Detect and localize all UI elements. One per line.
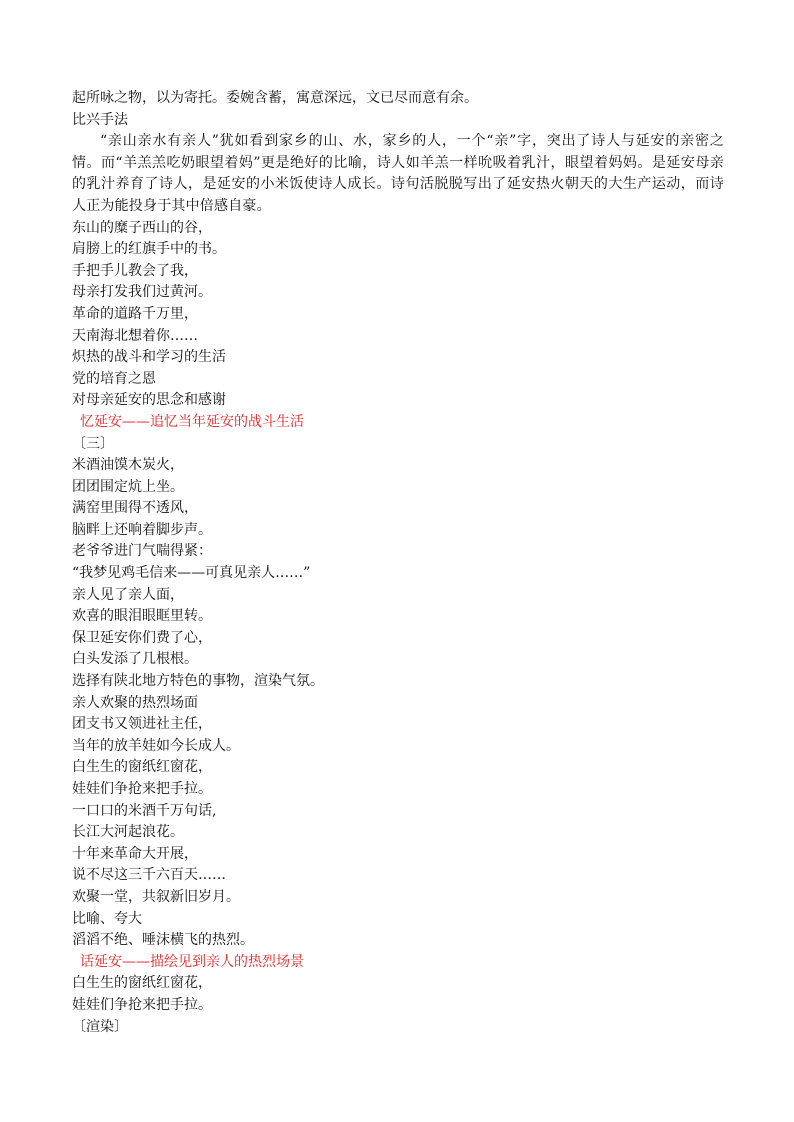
poem-line: 娃娃们争抢来把手拉。 — [72, 781, 212, 797]
poem-line: 革命的道路千万里， — [72, 305, 198, 322]
poem-line: 满窑里围得不透风， — [72, 500, 198, 517]
poem-line: 团支书又领进社主任， — [72, 716, 212, 733]
poem-line: 手把手儿教会了我， — [72, 262, 198, 279]
poem-line: 白头发添了几根根。 — [72, 651, 198, 668]
document-page — [72, 88, 724, 1038]
poem-line: 白生生的窗纸红窗花， — [72, 975, 212, 992]
text-line: 党的培育之恩 — [72, 370, 156, 387]
poem-line: 十年来革命大开展， — [72, 845, 198, 862]
text-line: 亲人欢聚的热烈场面 — [72, 694, 198, 711]
poem-line: 天南海北想着你…… — [72, 327, 198, 344]
poem-line: “我梦见鸡毛信来——可真见亲人……” — [72, 565, 311, 582]
text-line: 比兴手法 — [72, 111, 128, 128]
section-heading: 忆延安——追忆当年延安的战斗生活 — [80, 413, 304, 430]
text-line: 对母亲延安的思念和感谢 — [72, 392, 226, 409]
poem-line: 长江大河起浪花。 — [72, 824, 184, 841]
text-line: 欢聚一堂，共叙新旧岁月。 — [72, 888, 240, 905]
poem-line: 娃娃们争抢来把手拉。 — [72, 996, 212, 1013]
poem-line: 老爷爷进门气喘得紧： — [72, 543, 212, 560]
poem-line: 东山的糜子西山的谷， — [72, 219, 212, 236]
text-line: 〔渲染〕 — [72, 1018, 128, 1035]
poem-line: 亲人见了亲人面， — [72, 586, 184, 603]
text-line: 滔滔不绝、唾沫横飞的热烈。 — [72, 932, 254, 949]
text-line: 比喻、夸大 — [72, 910, 142, 927]
poem-line: 脑畔上还响着脚步声。 — [72, 521, 212, 538]
poem-line: 白生生的窗纸红窗花， — [72, 759, 212, 776]
text-line: 炽热的战斗和学习的生活 — [72, 349, 226, 366]
paragraph: “亲山亲水有亲人”犹如看到家乡的山、水，家乡的人，一个“亲”字，突出了诗人与延安的亲密之情。而“羊羔羔吃奶眼望着妈”更是绝好的比喻，诗人如羊羔一样吮吸着乳汁，眼望着妈妈。是延安母亲的乳汁养育了诗人，是延安的小米饭使诗人成长。诗句活脱脱写出了延安热火朝天的大生产运动，而诗人正为能投身于其中倍感自豪。 — [72, 133, 724, 214]
poem-line: 当年的放羊娃如今长成人。 — [72, 737, 240, 754]
poem-line: 米酒油馍木炭火， — [72, 457, 184, 474]
text-line: 选择有陕北地方特色的事物，渲染气氛。 — [72, 673, 324, 690]
poem-line: 肩膀上的红旗手中的书。 — [72, 241, 226, 258]
poem-line: 一口口的米酒千万句话, — [72, 802, 217, 819]
section-number: 〔三〕 — [72, 435, 114, 452]
section-heading: 话延安——描绘见到亲人的热烈场景 — [80, 953, 304, 970]
poem-line: 说不尽这三千六百天…… — [72, 867, 226, 884]
poem-line: 团团围定炕上坐。 — [72, 478, 184, 495]
poem-line: 保卫延安你们费了心， — [72, 629, 212, 646]
poem-line: 母亲打发我们过黄河。 — [72, 284, 212, 301]
text-line: 起所咏之物，以为寄托。委婉含蓄，寓意深远，文已尽而意有余。 — [72, 90, 478, 106]
poem-line: 欢喜的眼泪眼眶里转。 — [72, 608, 212, 625]
